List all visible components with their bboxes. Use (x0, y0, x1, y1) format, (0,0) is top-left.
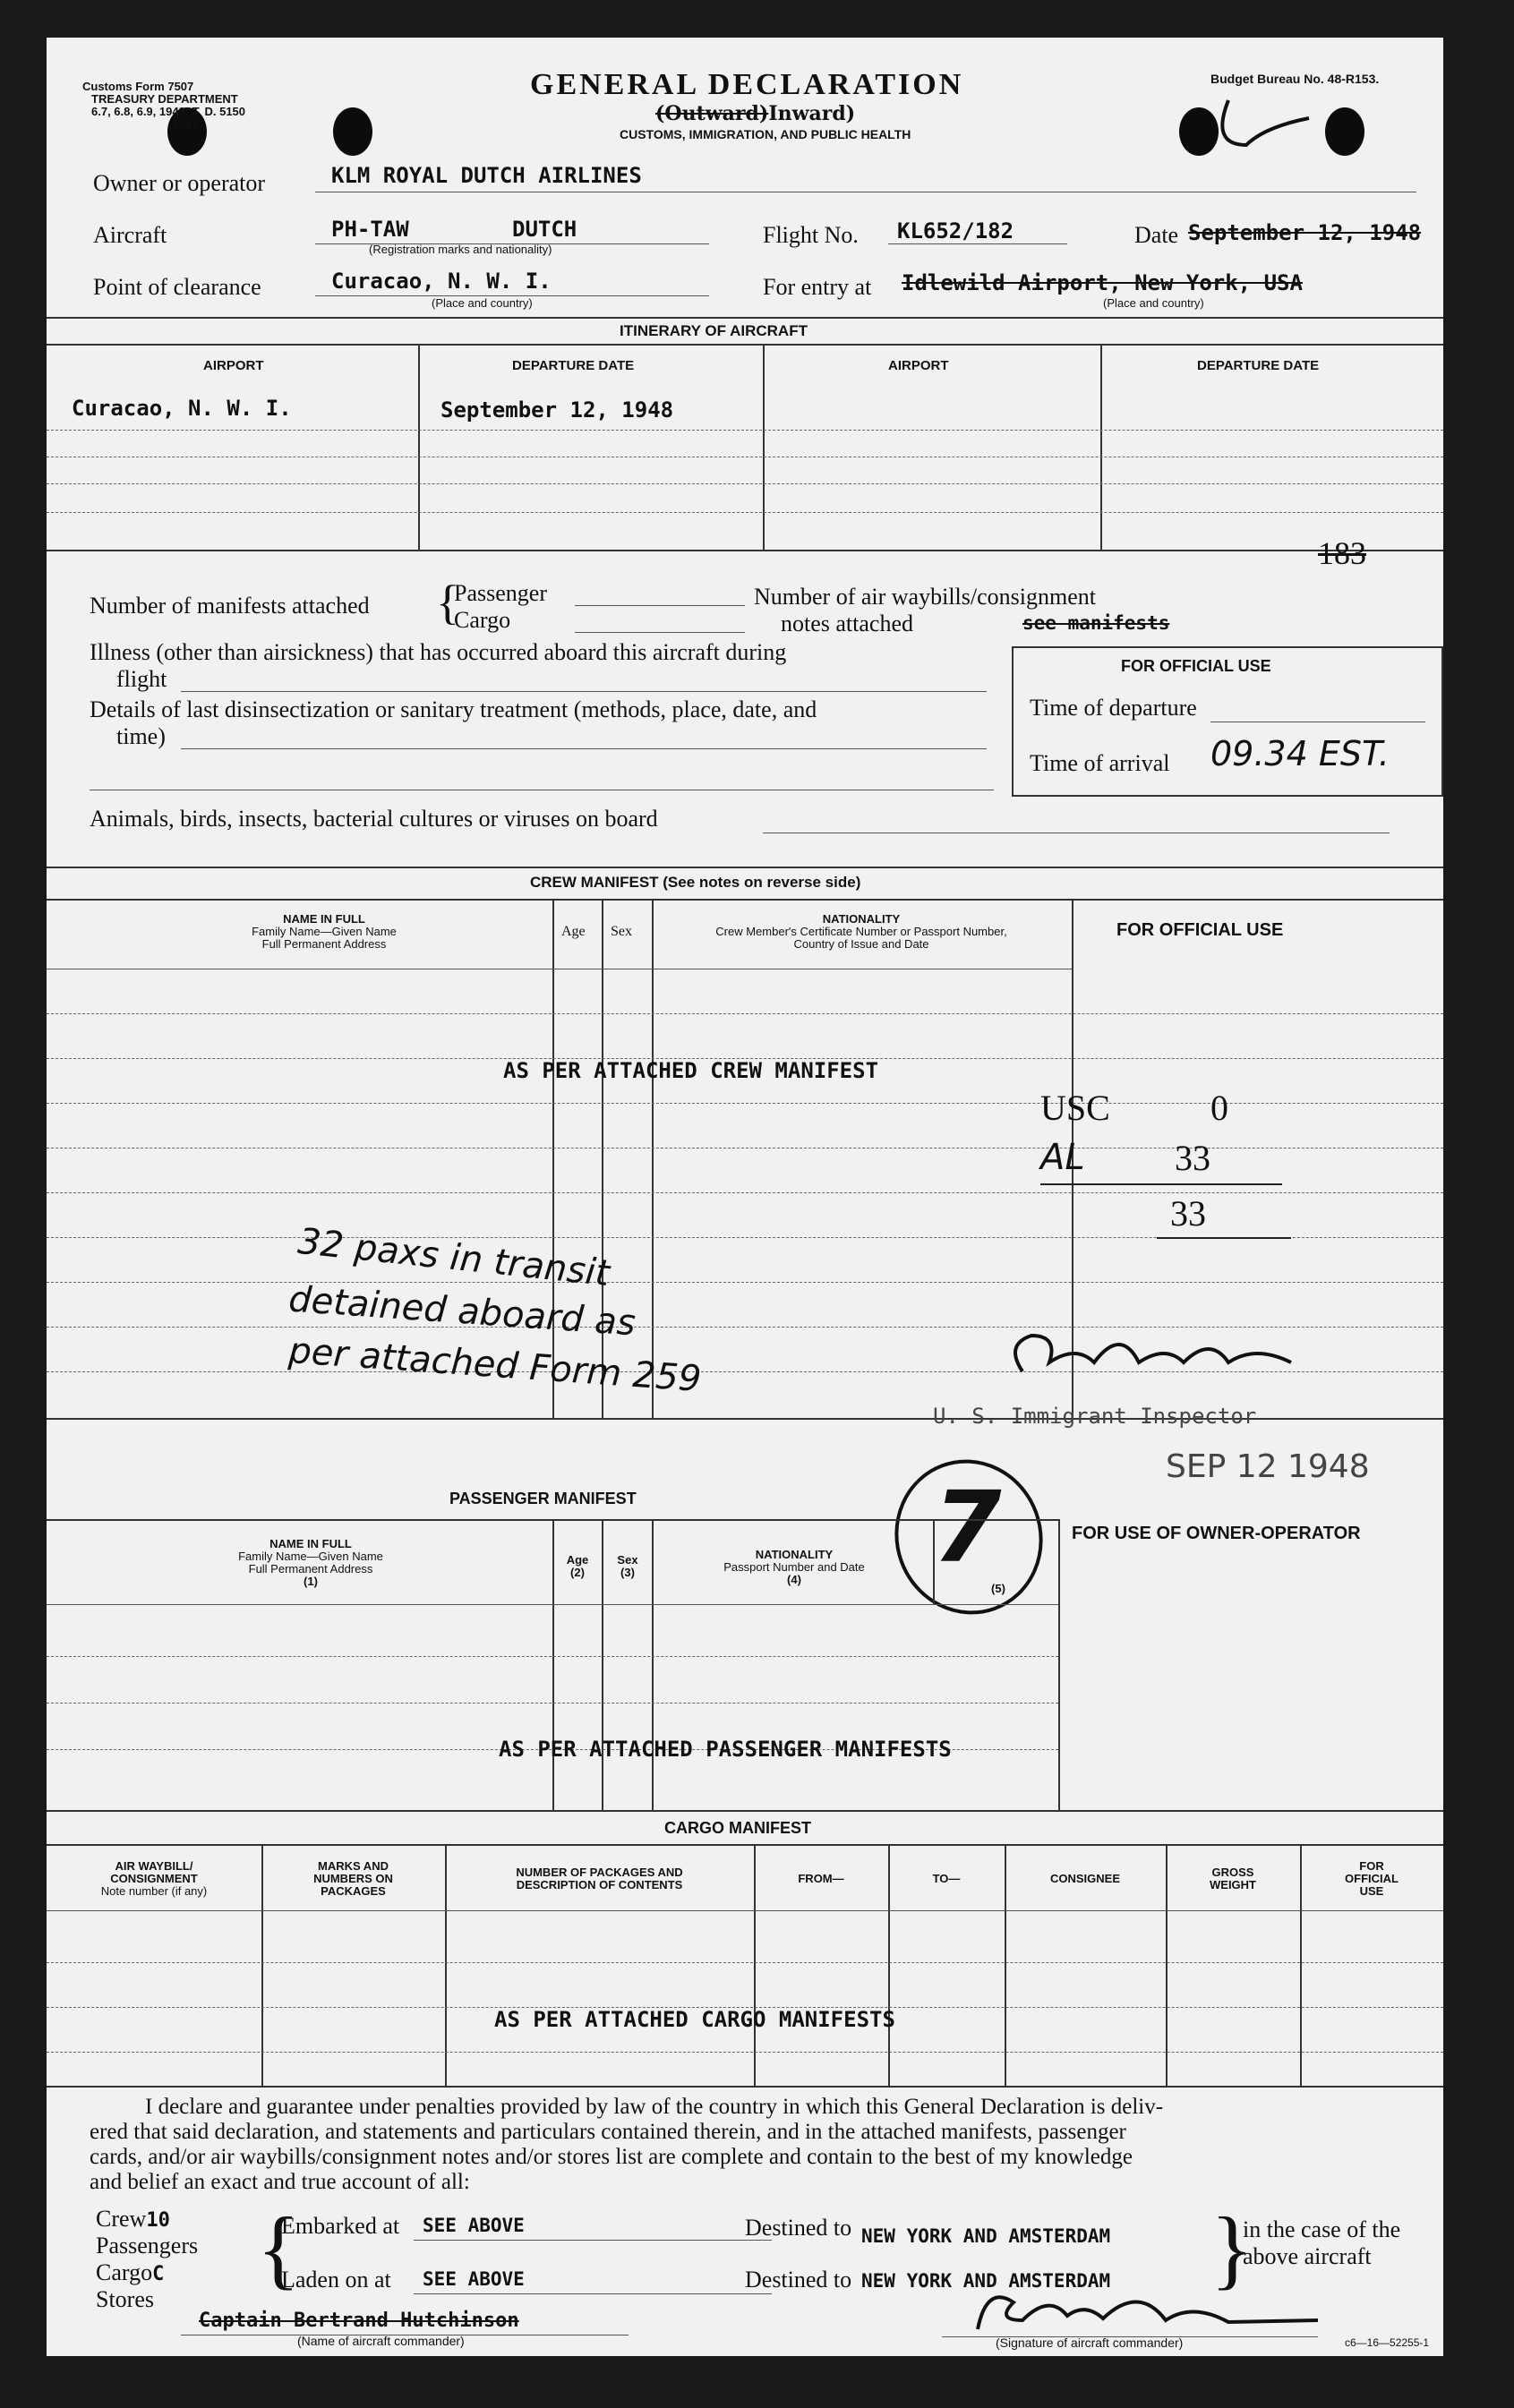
waybills-label-2: notes attached (781, 611, 913, 636)
itinerary-departure-value: September 12, 1948 (441, 397, 674, 423)
crew-name-header: NAME IN FULL Family Name—Given Name Full Permanent Address (252, 912, 397, 951)
disinsect-label-1: Details of last disinsectization or sanitary treatment (methods, place, date, and (90, 696, 817, 722)
aircraft-registration: PH-TAW (331, 217, 409, 242)
date-label: Date (1134, 222, 1179, 248)
cargo-to-header: TO— (932, 1872, 961, 1885)
crew-official-use-header: FOR OFFICIAL USE (1116, 920, 1284, 940)
commander-name: Captain Bertrand Hutchinson (199, 2310, 519, 2332)
articles-label: 6.7, 6.8, 6.9, 1943; T. D. 5150 (91, 105, 246, 118)
passenger-nationality-header: NATIONALITY Passport Number and Date (4) (723, 1548, 865, 1586)
aircraft-nationality: DUTCH (512, 217, 577, 242)
cargo-typed-note: AS PER ATTACHED CARGO MANIFESTS (494, 2007, 895, 2032)
cargo-consignee-header: CONSIGNEE (1049, 1872, 1120, 1885)
crew-age-header: Age (561, 924, 586, 939)
official-use-title: FOR OFFICIAL USE (1121, 657, 1271, 675)
inspection-stamp-date: SEP 12 1948 (1166, 1448, 1370, 1485)
illness-label-1: Illness (other than airsickness) that has occurred aboard this aircraft during (90, 639, 787, 665)
passenger-sex-header: Sex (3) (617, 1553, 638, 1579)
handwritten-note-1: 32 paxs in transit (295, 1220, 612, 1295)
stores-label: Stores (96, 2286, 154, 2312)
declaration-line-3: cards, and/or air waybills/consignment notes and/or stores list are complete and contain to the best of my knowledge (90, 2145, 1133, 2169)
crew-sex-header: Sex (611, 924, 632, 939)
pen-mark-icon (1210, 91, 1318, 163)
in-case-label-2: above aircraft (1243, 2243, 1372, 2269)
aircraft-label: Aircraft (93, 222, 167, 248)
owner-operator-header: FOR USE OF OWNER-OPERATOR (1072, 1524, 1361, 1543)
clearance-caption: (Place and country) (432, 296, 533, 310)
destined-value-1: NEW YORK AND AMSTERDAM (861, 2225, 1111, 2247)
embarked-label: Embarked at (281, 2213, 400, 2239)
manifests-number-label: Number of manifests attached (90, 593, 370, 619)
date-value: September 12, 1948 (1188, 220, 1422, 245)
passenger-col5-header: (5) (991, 1582, 1005, 1595)
itinerary-header-airport-1: AIRPORT (203, 358, 264, 373)
crew-nationality-header: NATIONALITY Crew Member's Certificate Number or Passport Number, Country of Issue and Date (715, 912, 1007, 951)
print-code: c6—16—52255-1 (1345, 2336, 1430, 2349)
punch-hole (333, 107, 372, 156)
circled-number: 7 (933, 1470, 1002, 1584)
declaration-line-1: I declare and guarantee under penalties provided by law of the country in which this General Declaration is deliv- (145, 2095, 1164, 2119)
form-title: GENERAL DECLARATION (530, 68, 964, 101)
disinsect-label-2: time) (116, 723, 166, 749)
waybills-value: see manifests (1022, 612, 1170, 634)
laden-value: SEE ABOVE (423, 2268, 525, 2290)
entry-value: Idlewild Airport, New York, USA (902, 270, 1303, 295)
itinerary-airport-value: Curacao, N. W. I. (72, 396, 292, 421)
alien-value: 33 (1175, 1138, 1210, 1178)
cargo-official-header: FOR OFFICIAL USE (1345, 1859, 1399, 1898)
inspector-title: U. S. Immigrant Inspector (933, 1404, 1257, 1429)
punch-hole (1325, 107, 1364, 156)
owner-value: KLM ROYAL DUTCH AIRLINES (331, 163, 642, 188)
usc-label: USC (1040, 1088, 1110, 1128)
itinerary-title: ITINERARY OF AIRCRAFT (620, 322, 808, 339)
usc-value: 0 (1210, 1088, 1228, 1128)
cargo-waybill-header: AIR WAYBILL/ CONSIGNMENT Note number (if any) (100, 1859, 208, 1898)
clearance-label: Point of clearance (93, 274, 261, 300)
budget-bureau-number: Budget Bureau No. 48-R153. (1210, 72, 1380, 86)
cargo-from-header: FROM— (798, 1872, 844, 1885)
cargo-manifests-label: Cargo (454, 607, 511, 633)
arrival-time-value: 09.34 EST. (1210, 734, 1390, 773)
cargo-manifest-title: CARGO MANIFEST (664, 1819, 811, 1837)
passenger-manifests-label: Passenger (454, 580, 547, 606)
passengers-label: Passengers (96, 2233, 199, 2259)
cargo-gross-header: GROSS WEIGHT (1210, 1866, 1256, 1891)
passenger-typed-note: AS PER ATTACHED PASSENGER MANIFESTS (499, 1737, 952, 1762)
cargo-marks-header: MARKS AND NUMBERS ON PACKAGES (313, 1859, 393, 1898)
passenger-manifest-title: PASSENGER MANIFEST (449, 1490, 637, 1507)
aircraft-caption: (Registration marks and nationality) (369, 243, 552, 256)
passenger-name-header: NAME IN FULL Family Name—Given Name Full Permanent Address (1) (238, 1537, 383, 1588)
crew-manifest-title: CREW MANIFEST (See notes on reverse side) (530, 874, 861, 891)
crew-typed-note: AS PER ATTACHED CREW MANIFEST (503, 1058, 879, 1083)
inspector-signature-icon (996, 1309, 1318, 1407)
total-value: 33 (1170, 1193, 1206, 1234)
in-case-label-1: in the case of the (1243, 2216, 1401, 2242)
flight-value: KL652/182 (897, 218, 1014, 243)
entry-label: For entry at (763, 274, 872, 300)
itinerary-header-date-1: DEPARTURE DATE (512, 358, 635, 373)
customs-form-number: Customs Form 7507 (82, 80, 194, 93)
clearance-value: Curacao, N. W. I. (331, 269, 552, 294)
passenger-age-header: Age (2) (566, 1553, 589, 1579)
form-subtitle: (Outward)Inward) (655, 102, 856, 125)
general-declaration-form: Customs Form 7507 TREASURY DEPARTMENT 6.7, 6.8, 6.9, 1943; T. D. 5150 1947 GENERAL DECLARATION (Outward)Inward) CUSTOMS, IMMIGRATION, AND PUBLIC HEALTH Budget Bureau No. 48-R153. Owner or operator KLM ROYAL DUTCH AIRLINES Aircraft PH-TAW DUTCH (Registration marks and nationality) Flight No. KL652/182 Date September 12, 1948 Point of clearance Curacao, N. W. I. (Place and country) For entry at Idlewild Airport, New York, USA (Place and country) ITINERARY OF AIRCRAFT AIRPORT DEPARTURE DATE AIRPORT DEPARTURE DATE Curacao, N. W. I. September 12, 1948 183 Number of manifests attached { Passenger Cargo Number of air waybills/consignment notes attached see manifests Illness (other than airsickness) that has occurred aboard this aircraft during flight Details of last disinsectization or sanitary treatment (methods, place, date, and time) Animals, birds, insects, bacterial cultures or viruses on board FOR OFFICIAL USE Time of departure Time of arrival 09.34 EST. CREW MANIFEST (See notes on reverse side) NAME IN FULL Family Name—Given Name Full Permanent Address Age Sex NATIONALITY Crew Member's Certificate Number or Passport Number, Country of Issue and Date FOR OFFICIAL USE AS PER ATTACHED CREW MANIFEST USC 0 AL 33 33 32 paxs in transit detained aboard as per attached Form 259 U. S. Immigrant Inspector SEP 12 1948 7 PASSENGER MANIFEST FOR USE OF OWNER-OPERATOR NAME IN FULL Family Name—Given Name Full Permanent Address (1) Age (2) Sex (3) NATIONALITY Passport Number and Date (4) (5) AS PER ATTACHED PASSENGER MANIFESTS CARGO MANIFEST AIR WAYBILL/ CONSIGNMENT Note number (if any) MARKS AND NUMBERS ON PACKAGES NUMBER OF PACKAGES AND DESCRIPTION OF CONTENTS FROM— TO— CONSIGNEE GROSS WEIGHT FOR OFFICIAL USE AS PER ATTACHED CARGO MANIFESTS I declare and guarantee under penalties provided by law of the country in which this General Declaration is deliv- ered that said declaration, and statements and particulars contained therein, and in the attached manifests, passenger cards, and/or air waybills/consignment notes and/or stores list are complete and contain to the best of my knowledge and belief an exact and true account of all: Crew10 Passengers CargoC Stores { Embarked at SEE ABOVE Laden on at SEE ABOVE Destined to NEW YORK AND AMSTERDAM Destined to NEW YORK AND AMSTERDAM } in the case of the above aircraft Captain Bertrand Hutchinson (Name of aircraft commander) (Signature of aircraft commander) c6—16—52255-1 (47, 38, 1443, 2356)
alien-label: AL (1040, 1137, 1085, 1178)
itinerary-header-airport-2: AIRPORT (888, 358, 949, 373)
owner-label: Owner or operator (93, 170, 266, 196)
departure-time-label: Time of departure (1030, 695, 1197, 721)
cargo-label: CargoC (96, 2259, 165, 2285)
destined-label-1: Destined to (745, 2215, 852, 2241)
treasury-label: TREASURY DEPARTMENT (91, 92, 238, 106)
handwritten-note-2: detained aboard as (287, 1278, 637, 1345)
entry-caption: (Place and country) (1103, 296, 1204, 310)
year-label: 1947 (172, 117, 198, 131)
page-number: 183 (1318, 535, 1366, 571)
flight-label: Flight No. (763, 222, 859, 248)
declaration-line-4: and belief an exact and true account of all: (90, 2170, 470, 2194)
animals-label: Animals, birds, insects, bacterial cultures or viruses on board (90, 806, 658, 832)
cargo-number-header: NUMBER OF PACKAGES AND DESCRIPTION OF CONTENTS (516, 1866, 683, 1891)
embarked-value: SEE ABOVE (423, 2215, 525, 2236)
destined-label-2: Destined to (745, 2267, 852, 2293)
waybills-label-1: Number of air waybills/consignment (754, 584, 1096, 610)
laden-label: Laden on at (281, 2267, 391, 2293)
handwritten-note-3: per attached Form 259 (287, 1329, 703, 1401)
destined-value-2: NEW YORK AND AMSTERDAM (861, 2270, 1111, 2292)
commander-name-caption: (Name of aircraft commander) (297, 2334, 465, 2348)
form-subtitle-2: CUSTOMS, IMMIGRATION, AND PUBLIC HEALTH (620, 127, 911, 141)
itinerary-header-date-2: DEPARTURE DATE (1197, 358, 1320, 373)
signature-caption: (Signature of aircraft commander) (996, 2335, 1184, 2350)
crew-label: Crew10 (96, 2206, 170, 2232)
arrival-time-label: Time of arrival (1030, 750, 1170, 776)
declaration-line-2: ered that said declaration, and statements and particulars contained therein, and in the attached manifests, passenger (90, 2120, 1126, 2144)
illness-label-2: flight (116, 666, 167, 692)
